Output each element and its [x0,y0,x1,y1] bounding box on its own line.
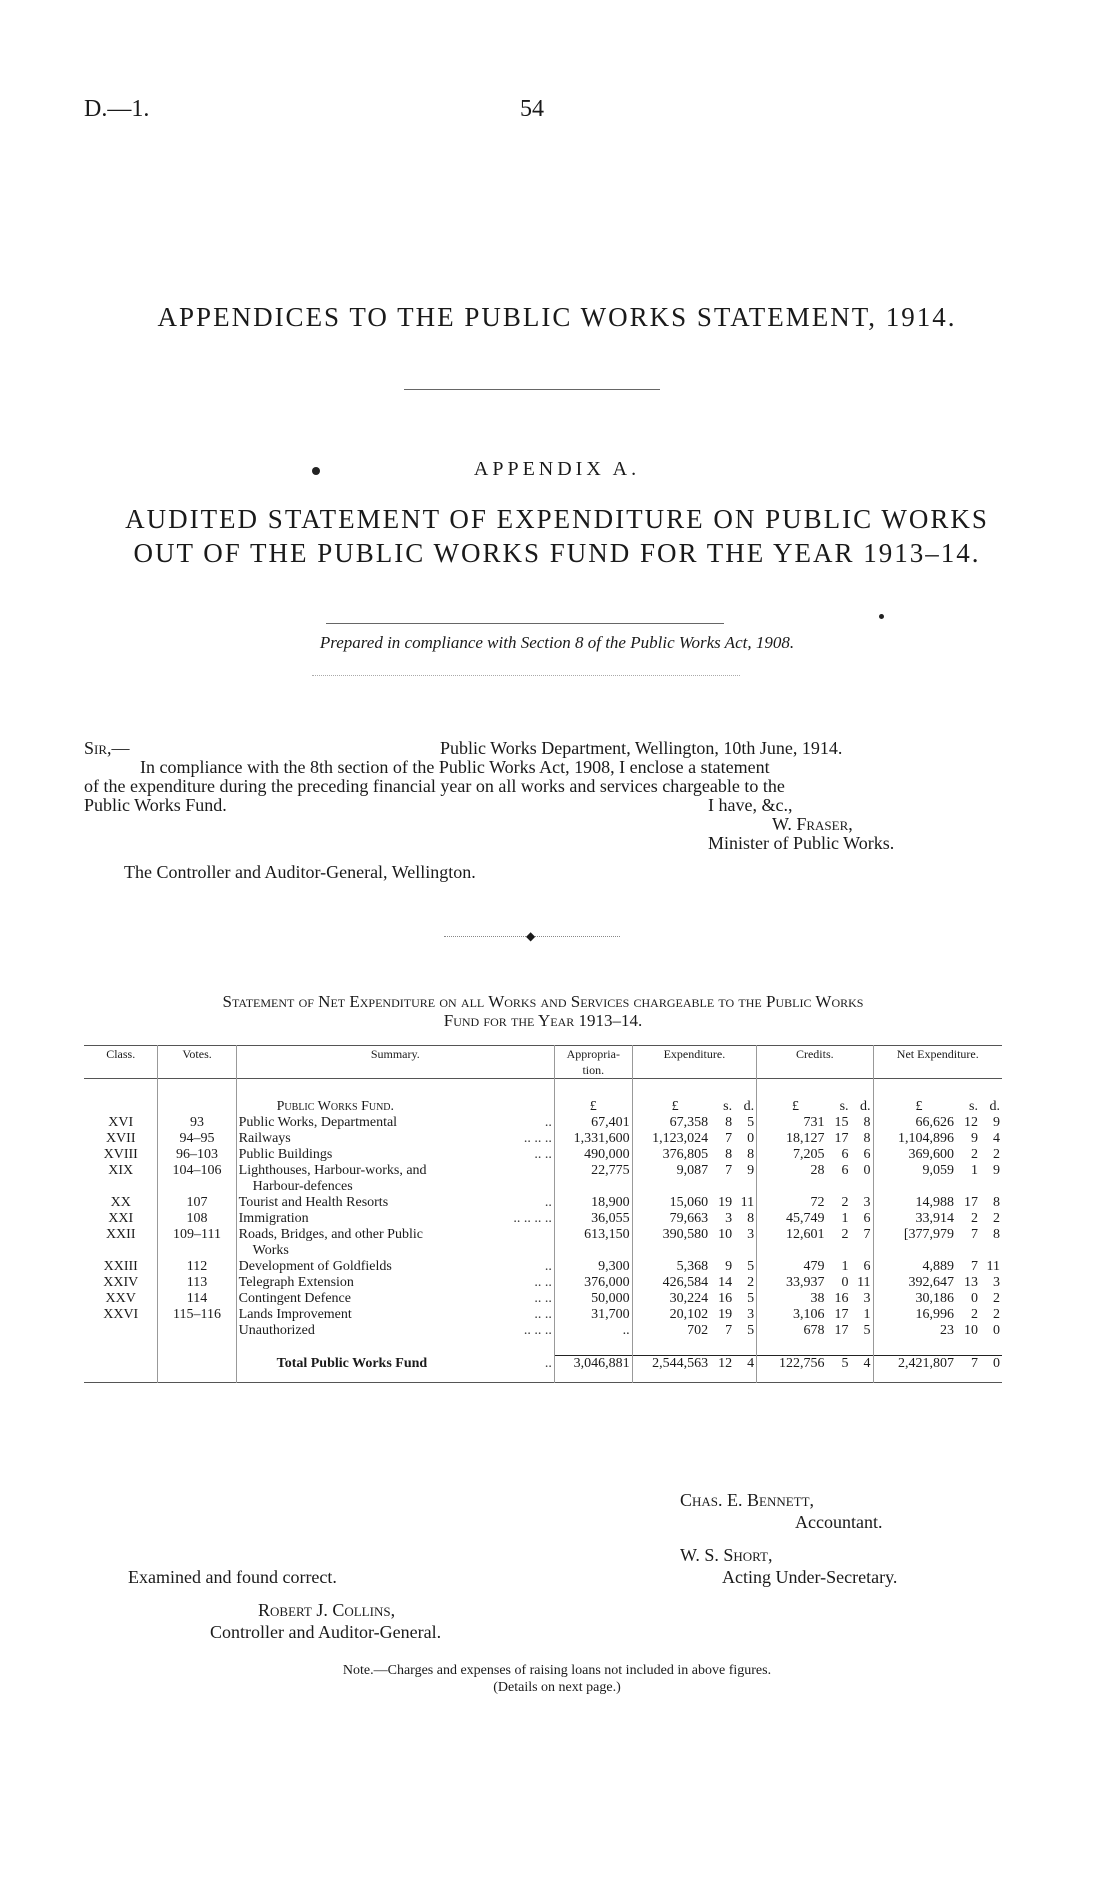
net-shillings: 2 [971,1147,978,1162]
total-appropriation: 3,046,881 [554,1356,632,1383]
row-votes: 108 [158,1211,236,1227]
cr-shillings: 6 [841,1163,849,1178]
statement-heading [84,992,1002,1030]
leader-dots: .. .. .. [523,1131,552,1146]
exp-shillings: 7 [725,1131,733,1146]
col-appropriation-line1: Appropria- [566,1047,620,1061]
exp-pence: 5 [747,1291,755,1306]
exp-shillings: 19 [718,1195,733,1210]
exp-pence: 8 [747,1211,755,1226]
net-pounds: 66,626 [915,1115,954,1130]
net-pounds: 392,647 [908,1275,954,1290]
exp-shillings: 16 [718,1291,733,1306]
exp-pence: 11 [740,1195,755,1210]
exp-pounds: 67,358 [669,1115,709,1130]
row-votes: 93 [158,1115,236,1131]
cr-pounds: 7,205 [793,1147,825,1162]
row-class: XVIII [84,1147,158,1163]
total-exp-shillings: 12 [718,1356,733,1371]
page-title: APPENDICES TO THE PUBLIC WORKS STATEMENT, 1914. [157,302,957,332]
row-appropriation: 22,775 [554,1163,632,1195]
divider [312,675,740,676]
table-row [84,1211,1002,1227]
cr-pounds: 38 [810,1291,825,1306]
row-appropriation: 36,055 [554,1211,632,1227]
accountant-title: Accountant. [795,1512,883,1532]
row-appropriation: 613,150 [554,1227,632,1259]
cr-pounds: 479 [803,1259,825,1274]
exp-shillings: 3 [725,1211,733,1226]
cr-pence: 0 [863,1163,871,1178]
letter-signer-title: Minister of Public Works. [708,833,895,853]
total-row [84,1356,1002,1383]
table-row [84,1291,1002,1307]
row-summary: Tourist and Health Resorts [238,1195,389,1210]
cr-pence: 3 [863,1195,871,1210]
exp-pence: 9 [747,1163,755,1178]
row-summary: Lands Improvement [238,1307,352,1322]
table-row [84,1323,1002,1339]
examined-statement: Examined and found correct. [128,1567,337,1587]
section-row [84,1099,1002,1115]
net-shillings: 17 [964,1195,978,1210]
exp-pence: 0 [747,1131,755,1146]
exp-pounds: 5,368 [676,1259,709,1274]
row-votes: 115–116 [158,1307,236,1323]
auditor-name: Robert J. Collins, [258,1600,396,1620]
cr-pence: 6 [863,1211,871,1226]
total-net-pounds: 2,421,807 [898,1356,954,1371]
letter-closing: I have, &c., [708,795,793,815]
row-summary: Immigration [238,1211,309,1226]
col-appropriation [554,1046,632,1079]
col-credits: Credits. [757,1046,873,1079]
row-appropriation: 490,000 [554,1147,632,1163]
table-row [84,1147,1002,1163]
total-cr-shillings: 5 [841,1356,849,1371]
cr-pounds: 3,106 [793,1307,825,1322]
row-appropriation: 31,700 [554,1307,632,1323]
net-pence: 3 [993,1275,1000,1290]
row-summary: Lighthouses, Harbour-works, and [238,1163,427,1178]
net-pence: 2 [993,1211,1000,1226]
leader-dots: .. .. [534,1307,552,1322]
appendix-heading-line1: AUDITED STATEMENT OF EXPENDITURE ON PUBLIC WORKS [125,504,989,534]
row-votes: 94–95 [158,1131,236,1147]
row-class: XXVI [84,1307,158,1323]
net-pounds: [377,979 [903,1227,954,1242]
net-pounds: 1,104,896 [898,1131,954,1146]
cr-pence: 6 [863,1147,871,1162]
total-exp-pence: 4 [747,1356,755,1371]
leader-dots: .. .. [534,1147,552,1162]
col-net: Net Expenditure. [896,1047,979,1061]
table-row [84,1307,1002,1323]
exp-shillings: 8 [725,1115,733,1130]
row-votes: 96–103 [158,1147,236,1163]
net-pounds: 4,889 [922,1259,954,1274]
exp-pounds: 1,123,024 [652,1131,709,1146]
row-class: XIX [84,1163,158,1195]
net-shillings: 2 [971,1307,978,1322]
row-class: XXI [84,1211,158,1227]
cr-shillings: 0 [841,1275,849,1290]
expenditure-table [84,1045,1002,1383]
exp-pounds: 30,224 [669,1291,709,1306]
col-class: Class. [84,1046,158,1079]
row-votes: 107 [158,1195,236,1211]
page-number: 54 [520,96,544,122]
cr-shillings: 6 [841,1147,849,1162]
leader-dots: .. .. .. [523,1323,552,1338]
row-class: XXV [84,1291,158,1307]
cr-pence: 11 [857,1275,871,1290]
footnote-line2: (Details on next page.) [493,1680,621,1695]
footnote-line1: Note.—Charges and expenses of raising loans not included in above figures. [342,1663,772,1678]
cr-shillings: 2 [841,1227,849,1242]
net-shillings: 2 [971,1211,978,1226]
col-votes: Votes. [158,1046,236,1079]
net-shillings: 7 [971,1227,978,1242]
cr-shillings: 15 [834,1115,849,1130]
total-exp-pounds: 2,544,563 [652,1356,709,1371]
divider [326,623,724,624]
letter-signer: W. Fraser, [772,814,853,834]
col-appropriation-line2: tion. [582,1063,605,1077]
letter-dateline: Public Works Department, Wellington, 10th June, 1914. [440,738,843,758]
net-pence: 0 [993,1323,1000,1338]
net-shillings: 12 [964,1115,978,1130]
exp-pounds: 390,580 [662,1227,709,1242]
row-votes: 114 [158,1291,236,1307]
table-body [84,1115,1002,1339]
exp-pounds: 9,087 [676,1163,709,1178]
letter-body-line3: Public Works Fund. [84,795,227,815]
cr-pounds: 731 [803,1115,825,1130]
unit-shilling: s. [839,1099,849,1114]
unit-pound: £ [554,1099,632,1115]
row-class [84,1323,158,1339]
letter-body-line2: of the expenditure during the preceding financial year on all works and services chargeable to the [84,776,785,796]
exp-pence: 5 [747,1323,755,1338]
exp-pence: 5 [747,1259,755,1274]
net-pounds: 33,914 [915,1211,954,1226]
net-pence: 8 [993,1227,1000,1242]
leader-dots: .. [544,1195,552,1210]
cr-pounds: 18,127 [786,1131,825,1146]
bullet-mark [879,614,884,619]
row-summary: Railways [238,1131,291,1146]
row-votes: 109–111 [158,1227,236,1259]
row-summary: Roads, Bridges, and other Public [238,1227,423,1242]
net-pounds: 9,059 [922,1163,954,1178]
cr-shillings: 1 [841,1211,849,1226]
exp-shillings: 10 [718,1227,733,1242]
prepared-note: Prepared in compliance with Section 8 of the Public Works Act, 1908. [319,633,795,652]
under-secretary-name: W. S. Short, [680,1545,773,1565]
net-shillings: 1 [971,1163,978,1178]
net-pounds: 16,996 [915,1307,954,1322]
exp-shillings: 7 [725,1163,733,1178]
exp-shillings: 8 [725,1147,733,1162]
row-summary: Development of Goldfields [238,1259,392,1274]
exp-pence: 3 [747,1227,755,1242]
net-pence: 11 [986,1259,1000,1274]
spacer-row [84,1079,1002,1100]
net-pence: 2 [993,1291,1000,1306]
unit-pence: d. [989,1099,1000,1114]
appendix-heading [0,502,1114,570]
row-summary: Unauthorized [238,1323,315,1338]
net-pounds: 369,600 [908,1147,954,1162]
row-appropriation: .. [554,1323,632,1339]
row-class: XVI [84,1115,158,1131]
col-expenditure: Expenditure. [632,1046,756,1079]
net-shillings: 0 [971,1291,978,1306]
leader-dots: .. [544,1115,552,1130]
row-appropriation: 376,000 [554,1275,632,1291]
divider [404,389,660,390]
unit-shilling: s. [723,1099,733,1114]
cr-pounds: 678 [803,1323,825,1338]
row-class: XX [84,1195,158,1211]
row-summary: Telegraph Extension [238,1275,354,1290]
unit-pence: d. [860,1099,871,1114]
row-appropriation: 50,000 [554,1291,632,1307]
total-cr-pence: 4 [863,1356,871,1371]
table-row [84,1275,1002,1291]
cr-shillings: 2 [841,1195,849,1210]
col-summary: Summary. [236,1046,554,1079]
exp-shillings: 19 [718,1307,733,1322]
exp-pounds: 15,060 [669,1195,709,1210]
leader-dots: .. .. [534,1275,552,1290]
cr-pence: 6 [863,1259,871,1274]
total-cr-pounds: 122,756 [779,1356,825,1371]
spacer-row [84,1339,1002,1356]
net-pence: 9 [993,1115,1000,1130]
row-summary-continuation: Works [252,1243,289,1258]
net-pounds: 30,186 [915,1291,954,1306]
net-shillings: 13 [964,1275,978,1290]
net-shillings: 10 [964,1323,978,1338]
exp-shillings: 14 [718,1275,733,1290]
cr-shillings: 16 [834,1291,849,1306]
row-votes: 113 [158,1275,236,1291]
cr-pounds: 28 [810,1163,825,1178]
diamond-ornament-icon: ◆ [526,929,536,943]
row-votes: 104–106 [158,1163,236,1195]
cr-pence: 7 [863,1227,871,1242]
appendix-label: APPENDIX A. [473,458,641,480]
net-pence: 2 [993,1147,1000,1162]
net-pounds: 14,988 [915,1195,954,1210]
row-summary: Public Works, Departmental [238,1115,398,1130]
table-row [84,1131,1002,1147]
exp-pence: 8 [747,1147,755,1162]
row-class: XXIII [84,1259,158,1275]
exp-shillings: 7 [725,1323,733,1338]
row-summary: Public Buildings [238,1147,333,1162]
auditor-title: Controller and Auditor-General. [210,1622,442,1642]
exp-shillings: 9 [725,1259,733,1274]
unit-pound: £ [792,1099,800,1114]
table-row [84,1259,1002,1275]
row-summary: Contingent Defence [238,1291,351,1306]
cr-pence: 8 [863,1115,871,1130]
cr-pounds: 45,749 [786,1211,825,1226]
row-summary-continuation: Harbour-defences [252,1179,353,1194]
exp-pounds: 426,584 [662,1275,709,1290]
row-appropriation: 1,331,600 [554,1131,632,1147]
row-appropriation: 18,900 [554,1195,632,1211]
exp-pence: 2 [747,1275,755,1290]
exp-pounds: 20,102 [669,1307,709,1322]
statement-heading-line1: Statement of Net Expenditure on all Works and Services chargeable to the Public Works [222,992,864,1011]
net-pence: 8 [993,1195,1000,1210]
table-row [84,1195,1002,1211]
unit-pound: £ [671,1099,679,1114]
exp-pounds: 79,663 [669,1211,709,1226]
total-label: Total Public Works Fund [276,1355,428,1371]
cr-shillings: 17 [834,1131,849,1146]
net-shillings: 7 [971,1259,978,1274]
document-reference: D.—1. [84,96,150,122]
total-net-pence: 0 [993,1356,1000,1371]
row-class: XXIV [84,1275,158,1291]
unit-pence: d. [743,1099,755,1114]
total-net-shillings: 7 [971,1356,978,1371]
appendix-heading-line2: OUT OF THE PUBLIC WORKS FUND FOR THE YEAR 1913–14. [133,538,981,568]
letter-body-line1: In compliance with the 8th section of the Public Works Act, 1908, I enclose a statement [140,757,770,777]
unit-shilling: s. [969,1099,978,1114]
net-pounds: 23 [940,1323,954,1338]
unit-pound: £ [915,1099,923,1114]
row-appropriation: 67,401 [554,1115,632,1131]
cr-shillings: 17 [834,1323,849,1338]
net-pence: 2 [993,1307,1000,1322]
table-header [84,1046,1002,1079]
row-appropriation: 9,300 [554,1259,632,1275]
leader-dots: .. .. [534,1291,552,1306]
exp-pence: 5 [747,1115,755,1130]
cr-pounds: 12,601 [786,1227,825,1242]
table-row [84,1115,1002,1131]
statement-heading-line2: Fund for the Year 1913–14. [443,1011,643,1030]
exp-pence: 3 [747,1307,755,1322]
exp-pounds: 376,805 [662,1147,709,1162]
leader-dots: .. [544,1355,552,1371]
cr-shillings: 17 [834,1307,849,1322]
cr-pence: 8 [863,1131,871,1146]
cr-pounds: 72 [810,1195,825,1210]
cr-pence: 3 [863,1291,871,1306]
leader-dots: .. .. .. .. [513,1211,552,1226]
row-class: XXII [84,1227,158,1259]
exp-pounds: 702 [687,1323,709,1338]
cr-pence: 1 [863,1307,871,1322]
leader-dots: .. [544,1259,552,1274]
net-shillings: 9 [971,1131,978,1146]
cr-pounds: 33,937 [786,1275,825,1290]
footnote [0,1662,1114,1696]
net-pence: 4 [993,1131,1000,1146]
row-class: XVII [84,1131,158,1147]
net-pence: 9 [993,1163,1000,1178]
table-row [84,1227,1002,1259]
letter-salutation: Sir,— [84,738,130,758]
cr-pence: 5 [863,1323,871,1338]
accountant-name: Chas. E. Bennett, [680,1490,815,1510]
row-votes: 112 [158,1259,236,1275]
section-title: Public Works Fund. [236,1099,554,1115]
under-secretary-title: Acting Under-Secretary. [722,1567,898,1587]
table-row [84,1163,1002,1195]
cr-shillings: 1 [841,1259,849,1274]
row-votes [158,1323,236,1339]
letter-addressee: The Controller and Auditor-General, Wellington. [124,862,476,882]
